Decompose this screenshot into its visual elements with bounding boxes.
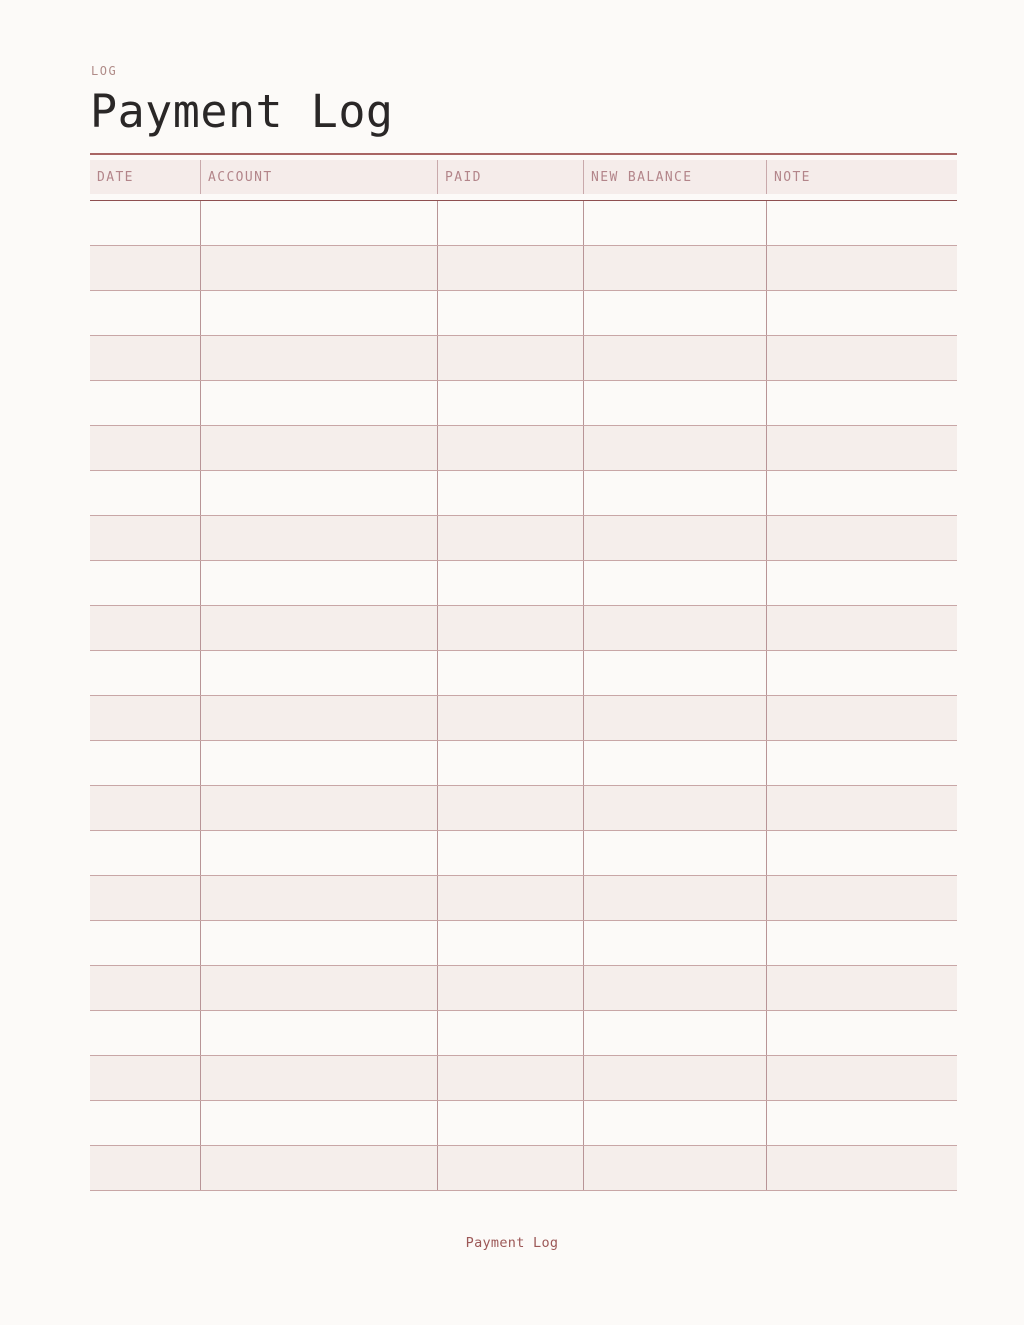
cell-date[interactable]: [90, 876, 200, 920]
cell-paid[interactable]: [437, 921, 583, 965]
cell-date[interactable]: [90, 471, 200, 515]
cell-paid[interactable]: [437, 741, 583, 785]
cell-account[interactable]: [200, 381, 437, 425]
cell-account[interactable]: [200, 336, 437, 380]
cell-note[interactable]: [766, 246, 957, 290]
column-header-new-balance: NEW BALANCE: [583, 160, 766, 194]
table-row: [90, 786, 957, 831]
cell-new-balance[interactable]: [583, 741, 766, 785]
table-row: [90, 1056, 957, 1101]
cell-date[interactable]: [90, 516, 200, 560]
cell-account[interactable]: [200, 966, 437, 1010]
cell-paid[interactable]: [437, 1146, 583, 1190]
table-body: [90, 201, 957, 1191]
cell-date[interactable]: [90, 831, 200, 875]
title-divider: [90, 153, 957, 155]
cell-paid[interactable]: [437, 876, 583, 920]
table-row: [90, 606, 957, 651]
cell-paid[interactable]: [437, 696, 583, 740]
cell-account[interactable]: [200, 1056, 437, 1100]
table-header-row: [90, 160, 957, 194]
cell-date[interactable]: [90, 426, 200, 470]
cell-paid[interactable]: [437, 1101, 583, 1145]
cell-note[interactable]: [766, 471, 957, 515]
cell-paid[interactable]: [437, 381, 583, 425]
cell-date[interactable]: [90, 201, 200, 245]
page-footer: Payment Log: [465, 1235, 559, 1251]
cell-note[interactable]: [766, 1101, 957, 1145]
table-row: [90, 876, 957, 921]
cell-new-balance[interactable]: [583, 381, 766, 425]
cell-note[interactable]: [766, 291, 957, 335]
table-row: [90, 651, 957, 696]
table-row: [90, 336, 957, 381]
table-row: [90, 426, 957, 471]
cell-note[interactable]: [766, 651, 957, 695]
cell-paid[interactable]: [437, 246, 583, 290]
cell-new-balance[interactable]: [583, 336, 766, 380]
cell-note[interactable]: [766, 561, 957, 605]
cell-account[interactable]: [200, 876, 437, 920]
cell-paid[interactable]: [437, 1011, 583, 1055]
cell-paid[interactable]: [437, 426, 583, 470]
cell-note[interactable]: [766, 381, 957, 425]
cell-paid[interactable]: [437, 336, 583, 380]
cell-account[interactable]: [200, 201, 437, 245]
cell-paid[interactable]: [437, 561, 583, 605]
cell-account[interactable]: [200, 1011, 437, 1055]
cell-new-balance[interactable]: [583, 1056, 766, 1100]
cell-new-balance[interactable]: [583, 291, 766, 335]
cell-new-balance[interactable]: [583, 246, 766, 290]
cell-date[interactable]: [90, 786, 200, 830]
cell-note[interactable]: [766, 201, 957, 245]
cell-paid[interactable]: [437, 1056, 583, 1100]
cell-paid[interactable]: [437, 651, 583, 695]
cell-account[interactable]: [200, 246, 437, 290]
cell-date[interactable]: [90, 741, 200, 785]
cell-date[interactable]: [90, 966, 200, 1010]
cell-paid[interactable]: [437, 831, 583, 875]
cell-note[interactable]: [766, 1011, 957, 1055]
cell-note[interactable]: [766, 696, 957, 740]
cell-account[interactable]: [200, 426, 437, 470]
cell-account[interactable]: [200, 741, 437, 785]
cell-new-balance[interactable]: [583, 651, 766, 695]
table-row: [90, 1146, 957, 1191]
table-row: [90, 921, 957, 966]
cell-account[interactable]: [200, 786, 437, 830]
table-row: [90, 831, 957, 876]
cell-new-balance[interactable]: [583, 696, 766, 740]
cell-date[interactable]: [90, 606, 200, 650]
cell-note[interactable]: [766, 786, 957, 830]
cell-paid[interactable]: [437, 516, 583, 560]
table-row: [90, 471, 957, 516]
cell-paid[interactable]: [437, 606, 583, 650]
cell-account[interactable]: [200, 606, 437, 650]
cell-new-balance[interactable]: [583, 831, 766, 875]
cell-note[interactable]: [766, 966, 957, 1010]
table-row: [90, 516, 957, 561]
cell-paid[interactable]: [437, 291, 583, 335]
cell-new-balance[interactable]: [583, 1146, 766, 1190]
column-header-note: NOTE: [766, 160, 957, 194]
cell-note[interactable]: [766, 741, 957, 785]
cell-account[interactable]: [200, 651, 437, 695]
cell-note[interactable]: [766, 516, 957, 560]
cell-new-balance[interactable]: [583, 1011, 766, 1055]
table-row: [90, 1101, 957, 1146]
cell-account[interactable]: [200, 471, 437, 515]
cell-date[interactable]: [90, 246, 200, 290]
table-row: [90, 246, 957, 291]
cell-new-balance[interactable]: [583, 426, 766, 470]
column-header-paid: PAID: [437, 160, 583, 194]
cell-new-balance[interactable]: [583, 786, 766, 830]
column-header-date: DATE: [97, 170, 134, 185]
cell-new-balance[interactable]: [583, 966, 766, 1010]
cell-date[interactable]: [90, 336, 200, 380]
cell-date[interactable]: [90, 1101, 200, 1145]
cell-note[interactable]: [766, 606, 957, 650]
cell-new-balance[interactable]: [583, 471, 766, 515]
table-row: [90, 1011, 957, 1056]
table-row: [90, 741, 957, 786]
cell-date[interactable]: [90, 651, 200, 695]
cell-account[interactable]: [200, 1146, 437, 1190]
cell-new-balance[interactable]: [583, 201, 766, 245]
cell-account[interactable]: [200, 561, 437, 605]
cell-account[interactable]: [200, 516, 437, 560]
cell-paid[interactable]: [437, 201, 583, 245]
table-row: [90, 696, 957, 741]
cell-paid[interactable]: [437, 786, 583, 830]
cell-note[interactable]: [766, 1146, 957, 1190]
cell-date[interactable]: [90, 1056, 200, 1100]
cell-account[interactable]: [200, 831, 437, 875]
payment-log-table: [90, 160, 957, 1191]
cell-note[interactable]: [766, 426, 957, 470]
column-header-account: ACCOUNT: [200, 160, 437, 194]
cell-note[interactable]: [766, 921, 957, 965]
cell-date[interactable]: [90, 1011, 200, 1055]
cell-new-balance[interactable]: [583, 516, 766, 560]
cell-new-balance[interactable]: [583, 606, 766, 650]
cell-account[interactable]: [200, 291, 437, 335]
page-eyebrow: LOG: [91, 64, 118, 78]
cell-new-balance[interactable]: [583, 561, 766, 605]
cell-date[interactable]: [90, 921, 200, 965]
table-row: [90, 201, 957, 246]
cell-account[interactable]: [200, 921, 437, 965]
cell-account[interactable]: [200, 696, 437, 740]
table-row: [90, 966, 957, 1011]
page-title: Payment Log: [90, 85, 394, 138]
cell-date[interactable]: [90, 1146, 200, 1190]
cell-new-balance[interactable]: [583, 876, 766, 920]
cell-date[interactable]: [90, 381, 200, 425]
cell-new-balance[interactable]: [583, 1101, 766, 1145]
cell-paid[interactable]: [437, 471, 583, 515]
cell-paid[interactable]: [437, 966, 583, 1010]
table-row: [90, 381, 957, 426]
table-row: [90, 561, 957, 606]
cell-note[interactable]: [766, 831, 957, 875]
table-row: [90, 291, 957, 336]
cell-note[interactable]: [766, 1056, 957, 1100]
cell-account[interactable]: [200, 1101, 437, 1145]
cell-date[interactable]: [90, 561, 200, 605]
cell-note[interactable]: [766, 876, 957, 920]
cell-date[interactable]: [90, 291, 200, 335]
cell-new-balance[interactable]: [583, 921, 766, 965]
cell-note[interactable]: [766, 336, 957, 380]
cell-date[interactable]: [90, 696, 200, 740]
